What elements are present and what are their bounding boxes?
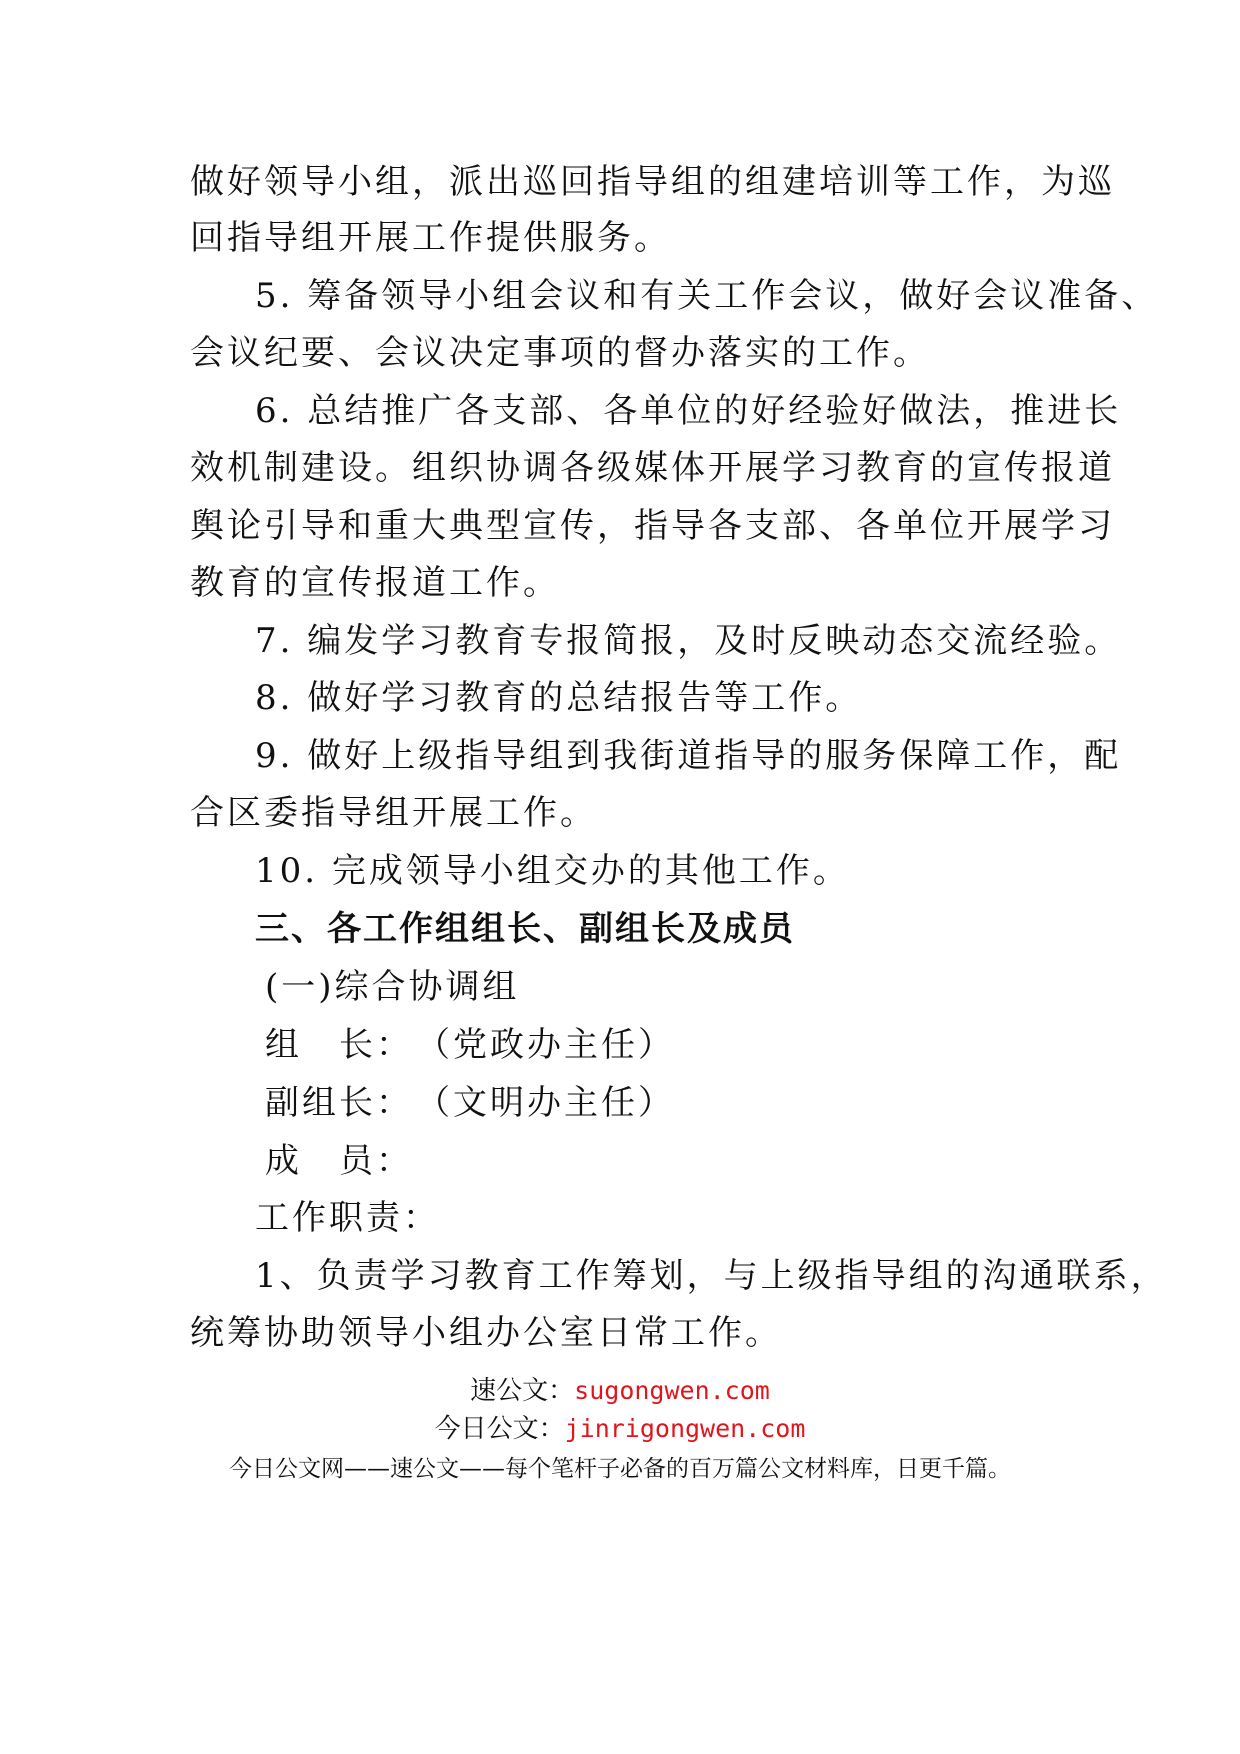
paragraph-line: 舆论引导和重大典型宣传，指导各支部、各单位开展学习: [190, 506, 1115, 546]
group-title: (一)综合协调组: [265, 967, 520, 1007]
paragraph-line: 会议纪要、会议决定事项的督办落实的工作。: [190, 333, 930, 373]
paragraph-line: 合区委指导组开展工作。: [190, 793, 597, 833]
paragraph-line: 5. 筹备领导小组会议和有关工作会议，做好会议准备、: [255, 276, 1159, 316]
deputy-leader-line: 副组长： （文明办主任）: [265, 1083, 675, 1123]
footer-label: 速公文：: [470, 1376, 575, 1406]
paragraph-line: 做好领导小组，派出巡回指导组的组建培训等工作，为巡: [190, 162, 1115, 202]
paragraph-line: 回指导组开展工作提供服务。: [190, 218, 671, 258]
paragraph-line: 10. 完成领导小组交办的其他工作。: [255, 851, 850, 891]
paragraph-line: 教育的宣传报道工作。: [190, 563, 560, 603]
leader-line: 组 长： （党政办主任）: [265, 1025, 675, 1065]
footer-label: 今日公文：: [434, 1414, 565, 1444]
footer-slogan: 今日公文网——速公文——每个笔杆子必备的百万篇公文材料库，日更千篇。: [229, 1456, 1011, 1482]
paragraph-line: 9. 做好上级指导组到我街道指导的服务保障工作，配: [255, 736, 1122, 776]
paragraph-line: 8. 做好学习教育的总结报告等工作。: [255, 678, 863, 718]
footer-line-sugongwen: [0, 1374, 1240, 1408]
paragraph-line: 6. 总结推广各支部、各单位的好经验好做法，推进长: [255, 391, 1122, 431]
duty-item-continued: 统筹协助领导小组办公室日常工作。: [190, 1313, 782, 1353]
footer-link-sugongwen[interactable]: sugongwen.com: [574, 1376, 770, 1405]
footer-link-jinrigongwen[interactable]: jinrigongwen.com: [564, 1414, 806, 1443]
paragraph-line: 效机制建设。组织协调各级媒体开展学习教育的宣传报道: [190, 448, 1115, 488]
section-heading: 三、各工作组组长、副组长及成员: [255, 909, 795, 949]
footer-line-jinrigongwen: [0, 1412, 1240, 1446]
members-line: 成 员：: [265, 1141, 413, 1181]
paragraph-line: 7. 编发学习教育专报简报，及时反映动态交流经验。: [255, 621, 1122, 661]
duties-label: 工作职责：: [255, 1198, 440, 1238]
duty-item: 1、负责学习教育工作筹划，与上级指导组的沟通联系，: [255, 1256, 1168, 1296]
